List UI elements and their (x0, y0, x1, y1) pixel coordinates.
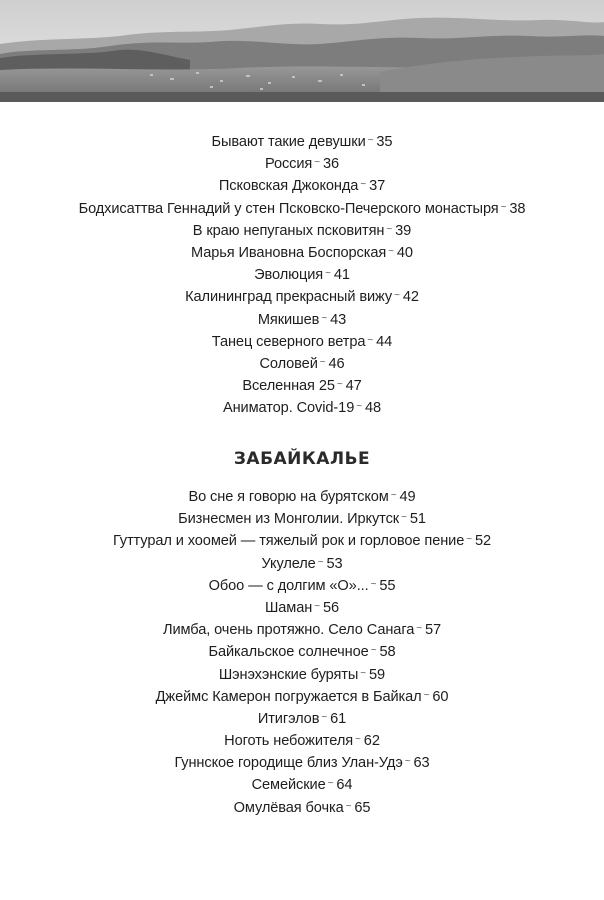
separator: ~ (327, 778, 334, 790)
separator: ~ (314, 157, 320, 169)
toc-entry[interactable] (0, 553, 604, 575)
separator: ~ (370, 645, 377, 657)
toc-entry-title: Аниматор. Covid-19 (222, 400, 355, 417)
separator: ~ (390, 490, 397, 501)
toc-entry-page: 43 (330, 311, 347, 328)
toc-entry-page: 53 (326, 555, 343, 572)
landscape-photo-icon (0, 0, 604, 102)
toc-entry-page: 57 (424, 622, 442, 639)
toc-entry[interactable] (0, 175, 604, 197)
toc-entry-title: Омулёвая бочка (233, 799, 344, 816)
toc-entry-page: 51 (409, 511, 426, 528)
toc-entry-title: Калининград прекрасный вижу (185, 289, 393, 306)
toc-entry-title: Гуттурал и хоомей — тяжелый рок и горловое пение (112, 533, 465, 550)
toc-entry-title: Ноготь небожителя (224, 733, 354, 750)
section-heading: ЗАБАЙКАЛЬЕ (233, 449, 371, 469)
toc-entry[interactable] (0, 397, 604, 419)
toc-entry-page: 36 (322, 156, 340, 173)
toc-entry-page: 58 (379, 644, 396, 661)
toc-entry-page: 62 (363, 733, 380, 750)
toc-entry-page: 48 (364, 400, 382, 417)
separator: ~ (360, 667, 367, 679)
toc-entry[interactable] (0, 797, 604, 819)
toc-entry-page: 56 (322, 599, 339, 616)
separator: ~ (401, 512, 407, 524)
landscape-photo (0, 0, 604, 102)
toc-entry[interactable] (0, 375, 604, 397)
toc-entry-page: 47 (345, 378, 362, 395)
toc-entry[interactable] (0, 619, 604, 641)
toc-entry[interactable] (0, 686, 604, 708)
toc-entry[interactable] (0, 331, 604, 353)
toc-entry-title: Джеймс Камерон погружается в Байкал (155, 688, 422, 705)
separator: ~ (388, 245, 394, 257)
toc-entry-title: Бывают такие девушки (211, 134, 366, 150)
toc-entry[interactable] (0, 530, 604, 552)
separator: ~ (321, 711, 328, 723)
toc-entry[interactable] (0, 774, 604, 796)
toc-entry-title: В краю непуганых псковитян (192, 222, 385, 239)
toc-entry-title: Укулеле (261, 555, 316, 572)
separator: ~ (336, 379, 343, 391)
toc-entry[interactable] (0, 198, 604, 220)
toc-entry-title: Вселенная 25 (242, 378, 335, 395)
toc-entry[interactable] (0, 664, 604, 686)
toc-entry-page: 61 (330, 710, 347, 727)
contents-list-1 (0, 131, 604, 419)
toc-entry-title: Обоо — с долгим «О»... (208, 577, 369, 594)
toc-entry-page: 35 (376, 134, 393, 150)
toc-entry-title: Псковская Джоконда (218, 178, 359, 195)
separator: ~ (500, 201, 507, 213)
toc-entry-page: 59 (369, 666, 386, 683)
toc-entry-page: 39 (395, 222, 412, 239)
toc-entry-title: Соловей (259, 355, 318, 372)
toc-entry[interactable] (0, 708, 604, 730)
toc-entry-page: 46 (328, 355, 345, 372)
toc-entry-page: 37 (369, 178, 386, 195)
toc-entry-title: Бизнесмен из Монголии. Иркутск (178, 511, 400, 528)
toc-entry-title: Бодхисаттва Геннадий у стен Псковско-Печерского монастыря (78, 200, 499, 217)
toc-entry[interactable] (0, 641, 604, 663)
toc-entry-title: Гуннское городище близ Улан-Удэ (174, 755, 403, 772)
toc-entry-page: 63 (413, 755, 430, 772)
toc-entry-page: 42 (402, 289, 419, 306)
toc-entry-page: 44 (376, 333, 393, 350)
toc-entry-title: Мякишев (257, 311, 320, 328)
toc-entry[interactable] (0, 752, 604, 774)
toc-entry-title: Семейские (251, 777, 326, 794)
toc-entry-page: 41 (333, 267, 350, 284)
separator: ~ (386, 223, 393, 235)
toc-entry[interactable] (0, 264, 604, 286)
toc-entry[interactable] (0, 575, 604, 597)
toc-entry[interactable] (0, 242, 604, 264)
toc-entry-title: Эволюция (254, 267, 324, 284)
toc-entry[interactable] (0, 508, 604, 530)
toc-entry-title: Итигэлов (257, 710, 320, 727)
toc-entry[interactable] (0, 353, 604, 375)
toc-entry[interactable] (0, 597, 604, 619)
separator: ~ (367, 135, 374, 146)
toc-entry[interactable] (0, 153, 604, 175)
toc-entry-page: 52 (475, 533, 492, 550)
separator: ~ (317, 556, 324, 568)
separator: ~ (367, 334, 374, 346)
separator: ~ (314, 600, 320, 612)
toc-entry-title: Шэнэхэнские буряты (218, 666, 359, 683)
separator: ~ (325, 268, 331, 280)
toc-entry-page: 65 (354, 799, 371, 816)
contents-list-2 (0, 486, 604, 819)
separator: ~ (355, 734, 361, 746)
toc-entry[interactable] (0, 730, 604, 752)
toc-entry-page: 64 (336, 777, 353, 794)
toc-entry-title: Шаман (265, 599, 313, 616)
toc-entry[interactable] (0, 309, 604, 331)
separator: ~ (466, 534, 472, 546)
separator: ~ (394, 290, 400, 302)
separator: ~ (319, 356, 326, 368)
toc-entry[interactable] (0, 286, 604, 308)
toc-entry[interactable] (0, 486, 604, 508)
separator: ~ (360, 179, 367, 191)
toc-entry-title: Танец северного ветра (211, 333, 366, 350)
separator: ~ (345, 800, 352, 812)
toc-entry-page: 40 (396, 244, 413, 261)
toc-entry[interactable] (0, 131, 604, 153)
toc-entry-page: 60 (432, 688, 449, 705)
separator: ~ (423, 689, 430, 701)
separator: ~ (416, 623, 422, 635)
separator: ~ (321, 312, 328, 324)
toc-entry-title: Во сне я говорю на бурятском (188, 489, 389, 505)
toc-entry-page: 38 (509, 200, 526, 217)
toc-entry-page: 49 (399, 489, 416, 505)
toc-entry-page: 55 (379, 577, 396, 594)
toc-entry-title: Байкальское солнечное (208, 644, 369, 661)
toc-entry-title: Россия (264, 156, 313, 173)
toc-entry[interactable] (0, 220, 604, 242)
separator: ~ (370, 578, 377, 590)
toc-entry-title: Марья Ивановна Боспорская (191, 244, 387, 261)
toc-entry-title: Лимба, очень протяжно. Село Санага (162, 622, 415, 639)
separator: ~ (404, 756, 411, 768)
separator: ~ (356, 401, 362, 413)
